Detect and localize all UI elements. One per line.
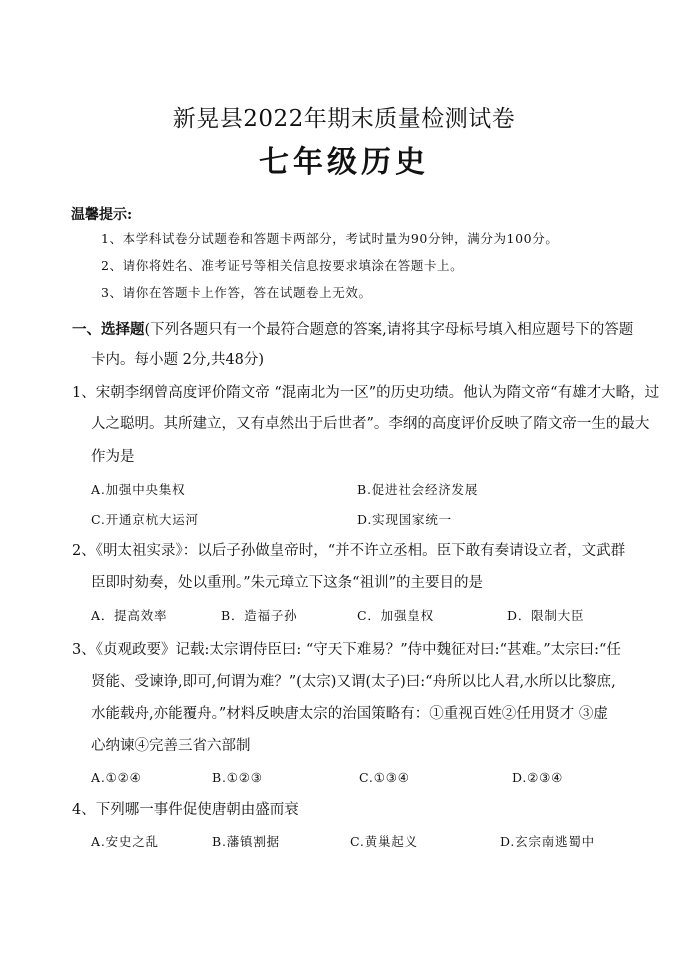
exam-subject: 七年级历史 (259, 145, 429, 180)
question-3-text: 水能载舟,亦能覆舟。”材料反映唐太宗的治国策略有：①重视百姓②任用贤才 ③虚 (91, 706, 608, 722)
question-2-option-a: A．提高效率 (91, 608, 168, 623)
exam-title: 新晃县2022年期末质量检测试卷 (172, 106, 516, 132)
tip-item: 3、请你在答题卡上作答，答在试题卷上无效。 (101, 285, 372, 300)
question-4-option-d: D.玄宗南逃蜀中 (500, 834, 595, 849)
question-3-option-c: C.①③④ (359, 770, 410, 785)
question-2-option-b: B．造福子孙 (221, 608, 298, 623)
question-2-text: 臣即时劾奏，处以重刑。”朱元璋立下这条“祖训”的主要目的是 (91, 575, 483, 591)
question-1-text: 人之聪明。其所建立，又有卓然出于后世者”。李纲的高度评价反映了隋文帝一生的最大 (91, 416, 650, 432)
question-1-option-a: A.加强中央集权 (91, 482, 186, 497)
question-3-option-b: B.①②③ (212, 770, 263, 785)
tip-item: 1、本学科试卷分试题卷和答题卡两部分，考试时量为90分钟，满分为100分。 (101, 231, 559, 246)
question-3-option-a: A.①②④ (91, 770, 142, 785)
question-1-text: 作为是 (91, 449, 135, 465)
question-3-option-d: D.②③④ (512, 770, 564, 785)
question-4-option-b: B.藩镇割据 (212, 834, 280, 849)
question-3-text: 3、《贞观政要》记载:太宗谓侍臣曰: “守天下难易？”侍中魏征对曰:“甚难。”太宗曰:“任 (72, 642, 621, 658)
tips-heading: 温馨提示: (71, 207, 133, 223)
question-2-option-c: C．加强皇权 (357, 608, 434, 623)
question-4-option-c: C.黄巢起义 (350, 834, 418, 849)
question-3-text: 心纳谏④完善三省六部制 (91, 738, 251, 754)
question-2-option-d: D．限制大臣 (507, 608, 585, 623)
question-2-text: 2、《明太祖实录》：以后子孙做皇帝时，“并不许立丞相。臣下敢有奏请设立者，文武群 (72, 543, 626, 559)
question-1-text: 1、宋朝李纲曾高度评价隋文帝 “混南北为一区”的历史功绩。他认为隋文帝“有雄才大略，过 (72, 385, 660, 401)
tip-item: 2、请你将姓名、准考证号等相关信息按要求填涂在答题卡上。 (101, 258, 464, 273)
section-heading (72, 320, 633, 340)
question-4-option-a: A.安史之乱 (91, 834, 159, 849)
question-1-option-c: C.开通京杭大运河 (91, 512, 199, 527)
question-4-text: 4、下列哪一事件促使唐朝由盛而衰 (72, 802, 299, 818)
section-title: 一、选择题 (72, 321, 145, 338)
section-instruction: 卡内。每小题 2分,共48分) (91, 352, 265, 368)
section-instruction: (下列各题只有一个最符合题意的答案,请将其字母标号填入相应题号下的答题 (144, 322, 634, 338)
question-1-option-b: B.促进社会经济发展 (357, 482, 479, 497)
question-3-text: 贤能、受谏诤,即可,何谓为难？”(太宗)又谓(太子)曰:“舟所以比人君,水所以比黎庶, (91, 674, 616, 690)
question-1-option-d: D.实现国家统一 (357, 512, 452, 527)
